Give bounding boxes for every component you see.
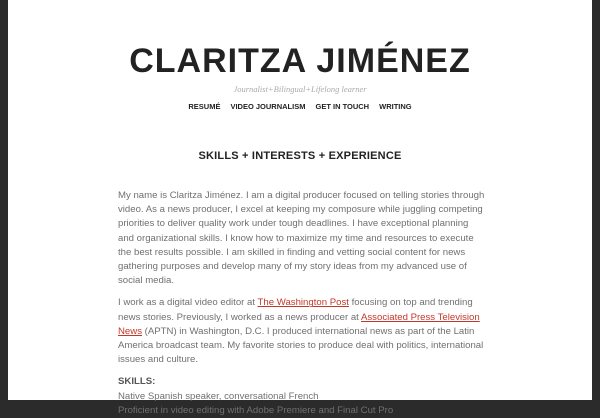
experience-text-3: (APTN) in Washington, D.C. I produced international news as part of the Latin America broadcast team. My favorite stories to produce deal with politics, international issues and culture. xyxy=(118,325,484,366)
experience-text-1: I work as a digital video editor at xyxy=(118,297,258,309)
experience-paragraph xyxy=(118,296,486,367)
nav-item-writing[interactable]: WRITING xyxy=(379,102,412,111)
intro-paragraph: My name is Claritza Jiménez. I am a digital producer focused on telling stories through video. As a news producer, I excel at keeping my composure while juggling competing priorities to deliver quality work under tough deadlines. I have exceptional planning and organizational skills. I know how to maximize my time and resources to execute the best results possible. I am skilled in finding and vetting social content for news gathering purposes and develop many of my story ideas from my advanced use of social media. xyxy=(118,190,485,287)
site-tagline: Journalist+Bilingual+Lifelong learner xyxy=(233,84,367,94)
entry-content xyxy=(118,189,486,418)
site-title[interactable]: CLARITZA JIMÉNEZ xyxy=(129,42,471,80)
entry-title: SKILLS + INTERESTS + EXPERIENCE xyxy=(198,150,402,162)
washington-post-link[interactable]: The Washington Post xyxy=(257,297,349,309)
nav-item-resume[interactable]: RESUMÉ xyxy=(188,102,221,111)
skill-item: Native Spanish speaker, conversational French xyxy=(118,390,319,402)
skills-section xyxy=(118,375,486,418)
skill-item: Proficient in video editing with Adobe Premiere and Final Cut Pro xyxy=(118,404,394,416)
aptn-link[interactable]: Associated Press Television News xyxy=(118,311,480,337)
experience-text-2: focusing on top and trending news stories. Previously, I worked as a news producer at xyxy=(118,297,473,323)
main-nav xyxy=(8,102,592,111)
skills-heading: SKILLS: xyxy=(118,376,156,388)
page xyxy=(8,0,592,416)
nav-item-video-journalism[interactable]: VIDEO JOURNALISM xyxy=(230,102,306,111)
nav-item-get-in-touch[interactable]: GET IN TOUCH xyxy=(315,102,370,111)
